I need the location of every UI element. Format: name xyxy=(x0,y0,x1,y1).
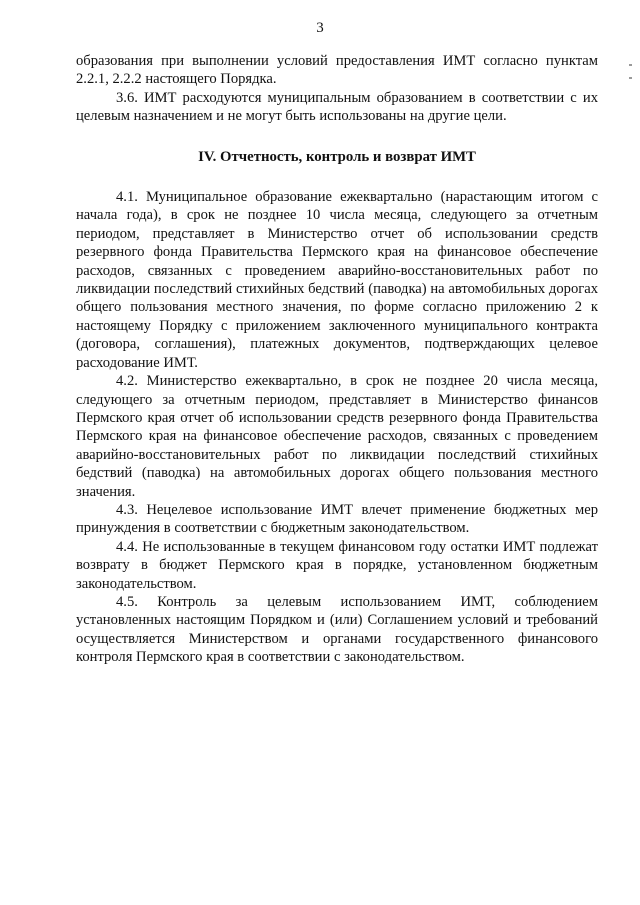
section-heading: IV. Отчетность, контроль и возврат ИМТ xyxy=(198,148,476,165)
page-number: 3 xyxy=(316,20,324,36)
scan-artifact xyxy=(629,64,632,66)
paragraph-4-4: 4.4. Не использованные в текущем финансовом году остатки ИМТ подлежат возврату в бюджет Пермского края в порядке, установленном бюджетным законодательством. xyxy=(76,538,598,592)
document-body xyxy=(76,52,598,667)
paragraph-3-6: 3.6. ИМТ расходуются муниципальным образованием в соответствии с их целевым назначением и не могут быть использованы на другие цели. xyxy=(76,89,598,125)
paragraph-4-2: 4.2. Министерство ежеквартально, в срок не позднее 20 числа месяца, следующего за отчетным периодом, представляет в Министерство финансов Пермского края отчет об использовании средств резервного фонда Правительства Пермского края на финансовое обеспечение расходов, связанных с проведением аварийно-восстановительных работ по ликвидации последствий стихийных бедствий (паводка) на автомобильных дорогах общего пользования местного значения. xyxy=(76,373,598,500)
scan-artifact xyxy=(629,77,632,79)
paragraph-4-5: 4.5. Контроль за целевым использованием ИМТ, соблюдением установленных настоящим Порядком и (или) Соглашением условий и требований осуществляется Министерством и органами государственного финансового контроля Пермского края в соответствии с законодательством. xyxy=(76,593,598,666)
paragraph-4-1: 4.1. Муниципальное образование ежеквартально (нарастающим итогом с начала года), в срок не позднее 10 числа месяца, следующего за отчетным периодом, представляет в Министерство отчет об использовании средств резервного фонда Правительства Пермского края на финансовое обеспечение расходов, связанных с проведением аварийно-восстановительных работ по ликвидации последствий стихийных бедствий (паводка) на автомобильных дорогах общего пользования местного значения, по форме согласно приложению 2 к настоящему Порядку с приложением заключенного муниципального контракта (договора, соглашения), платежных документов, подтверждающих целевое расходование ИМТ. xyxy=(76,189,598,371)
paragraph-continuation: образования при выполнении условий предоставления ИМТ согласно пунктам 2.2.1, 2.2.2 настоящего Порядка. xyxy=(76,53,598,88)
paragraph-4-3: 4.3. Нецелевое использование ИМТ влечет применение бюджетных мер принуждения в соответствии с бюджетным законодательством. xyxy=(76,501,598,537)
